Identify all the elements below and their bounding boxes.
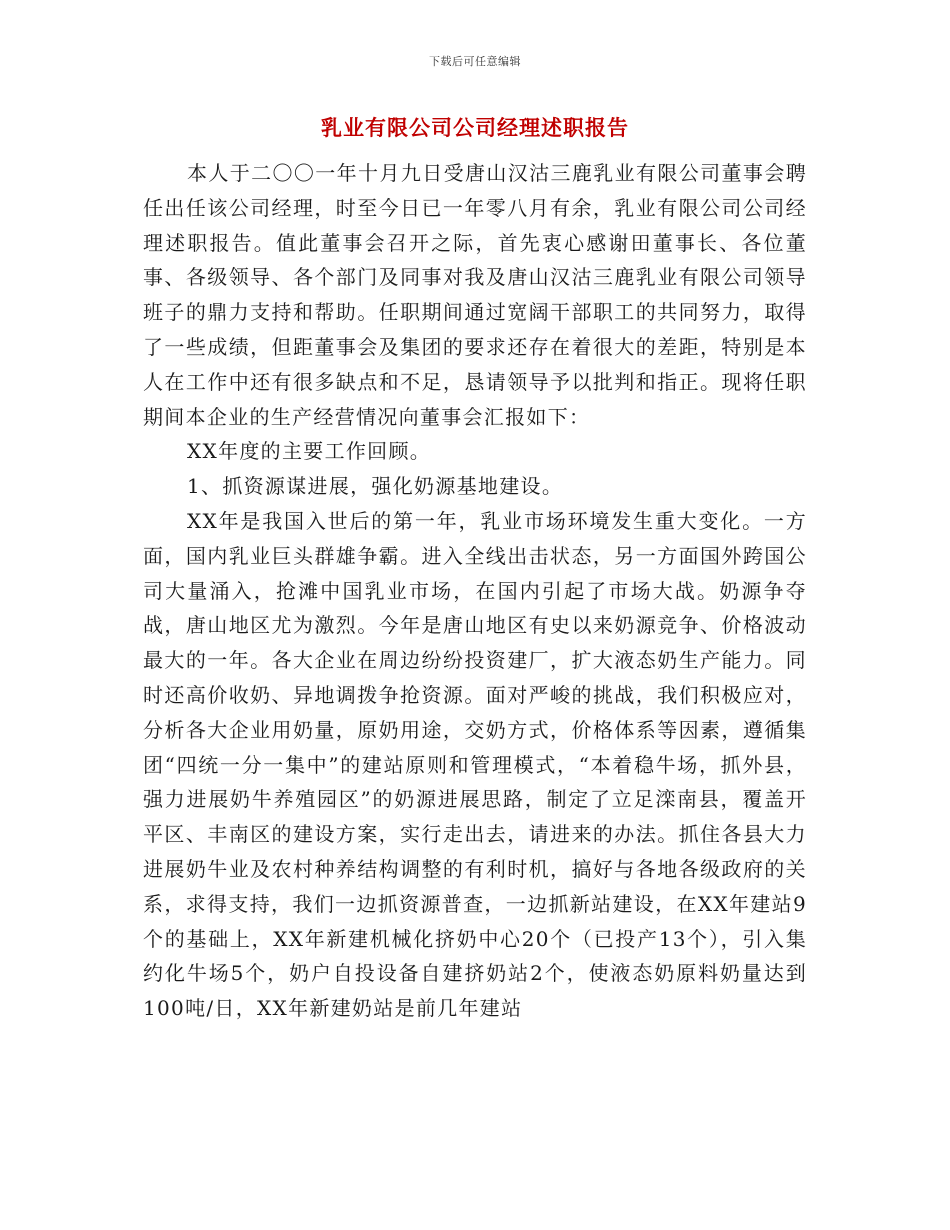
paragraph-body: XX年是我国入世后的第一年，乳业市场环境发生重大变化。一方面，国内乳业巨头群雄争霸。进入全线出击状态，另一方面国外跨国公司大量涌入，抢滩中国乳业市场，在国内引起了市场大战。奶源争夺战，唐山地区尤为激烈。今年是唐山地区有史以来奶源竞争、价格波动最大的一年。各大企业在周边纷纷投资建厂，扩大液态奶生产能力。同时还高价收奶、异地调拨争抢资源。面对严峻的挑战，我们积极应对，分析各大企业用奶量，原奶用途，交奶方式，价格体系等因素，遵循集团“四统一分一集中”的建站原则和管理模式，“本着稳牛场，抓外县，强力进展奶牛养殖园区”的奶源进展思路，制定了立足滦南县，覆盖开平区、丰南区的建设方案，实行走出去，请进来的办法。抓住各县大力进展奶牛业及农村种养结构调整的有利时机，搞好与各地各级政府的关系，求得支持，我们一边抓资源普查，一边抓新站建设，在XX年建站9个的基础上，XX年新建机械化挤奶中心20个（已投产13个），引入集约化牛场5个，奶户自投设备自建挤奶站2个，使液态奶原料奶量达到100吨/日，XX年新建奶站是前几年建站 [143, 508, 807, 1021]
paragraph-subsection-heading: 1、抓资源谋进展，强化奶源基地建设。 [187, 474, 564, 499]
document-title: 乳业有限公司公司经理述职报告 [321, 115, 629, 140]
paragraph-intro: 本人于二〇〇一年十月九日受唐山汉沽三鹿乳业有限公司董事会聘任出任该公司经理，时至今日已一年零八月有余，乳业有限公司公司经理述职报告。值此董事会召开之际，首先衷心感谢田董事长、各位董事、各级领导、各个部门及同事对我及唐山汉沽三鹿乳业有限公司领导班子的鼎力支持和帮助。任职期间通过宽阔干部职工的共同努力，取得了一些成绩，但距董事会及集团的要求还存在着很大的差距，特别是本人在工作中还有很多缺点和不足，恳请领导予以批判和指正。现将任职期间本企业的生产经营情况向董事会汇报如下： [143, 161, 807, 429]
document-body [143, 156, 807, 1026]
paragraph-section-heading: XX年度的主要工作回顾。 [187, 439, 432, 464]
header-note: 下载后可任意编辑 [429, 55, 521, 68]
